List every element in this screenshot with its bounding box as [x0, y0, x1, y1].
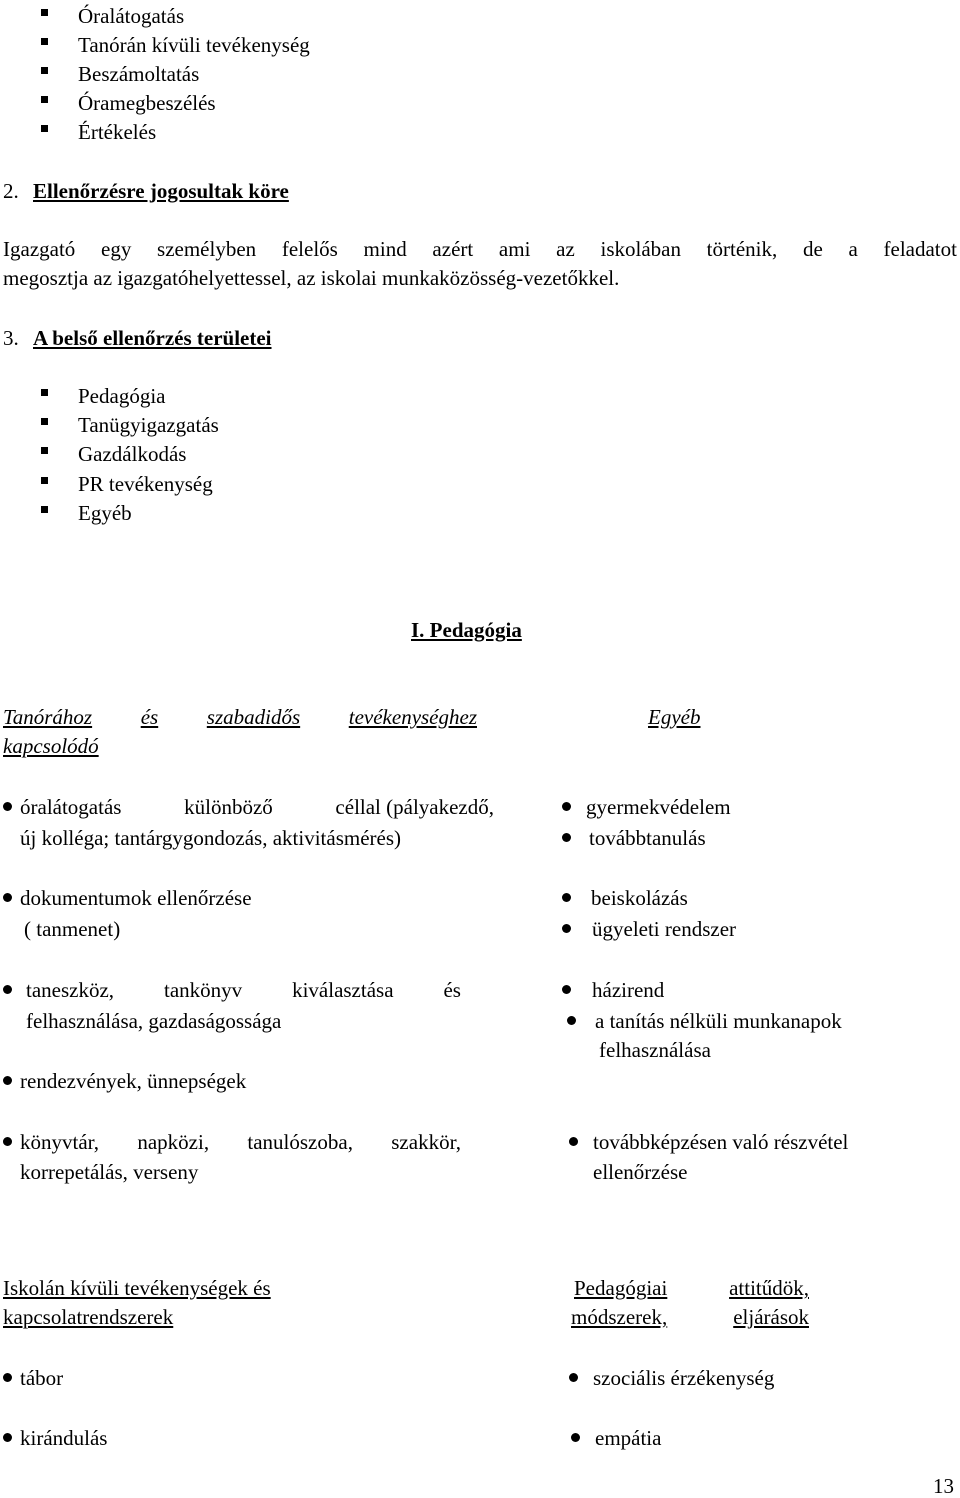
list-item: Óramegbeszélés: [78, 91, 216, 115]
list-item: [26, 980, 461, 1001]
list-item: Tanórán kívüli tevékenység: [78, 33, 310, 57]
word: tevékenységhez: [348, 705, 477, 729]
left-column-header: [3, 707, 477, 728]
list-item-continuation: korrepetálás, verseny: [20, 1160, 199, 1184]
word: szabadidős: [206, 705, 301, 729]
square-bullet-icon: [41, 506, 48, 513]
word: ami: [498, 237, 531, 261]
bullet-icon: [562, 833, 571, 842]
square-bullet-icon: [41, 477, 48, 484]
list-item: rendezvények, ünnepségek: [20, 1069, 247, 1093]
list-item: továbbtanulás: [589, 826, 706, 850]
word: azért: [432, 237, 474, 261]
list-item: Pedagógia: [78, 384, 166, 408]
bottom-right-header-line2: [571, 1307, 809, 1328]
list-item: [20, 1132, 461, 1153]
list-item: gyermekvédelem: [586, 795, 731, 819]
bottom-right-header: [574, 1278, 809, 1299]
list-item: Gazdálkodás: [78, 442, 187, 466]
word: céllal (pályakezdő,: [335, 795, 494, 819]
word: a: [848, 237, 858, 261]
word: könyvtár,: [20, 1130, 100, 1154]
word: és: [443, 978, 461, 1002]
square-bullet-icon: [41, 418, 48, 425]
list-item: házirend: [592, 978, 665, 1002]
bullet-icon: [562, 802, 571, 811]
list-item-continuation: új kolléga; tantárgygondozás, aktivitásmérés): [20, 826, 402, 850]
word: óralátogatás: [20, 795, 122, 819]
list-item: a tanítás nélküli munkanapok: [595, 1009, 842, 1033]
list-item: továbbképzésen való részvétel: [593, 1130, 849, 1154]
paragraph-line: megosztja az igazgatóhelyettessel, az iskolai munkaközösség-vezetőkkel.: [3, 266, 620, 290]
word: kiválasztása: [292, 978, 394, 1002]
list-item: ügyeleti rendszer: [592, 917, 737, 941]
bullet-icon: [3, 1137, 12, 1146]
section-number: 2.: [3, 179, 19, 203]
bullet-icon: [562, 893, 571, 902]
word: felelős: [281, 237, 338, 261]
word: személyben: [157, 237, 257, 261]
list-item: empátia: [595, 1426, 662, 1450]
bottom-left-header: Iskolán kívüli tevékenységek és: [3, 1276, 271, 1300]
bottom-left-header-line2: kapcsolatrendszerek: [3, 1305, 174, 1329]
word: de: [802, 237, 823, 261]
list-item: tábor: [20, 1366, 64, 1390]
word: taneszköz,: [26, 978, 115, 1002]
section-number: 3.: [3, 326, 19, 350]
bullet-icon: [3, 1076, 12, 1085]
list-item-continuation: ellenőrzése: [593, 1160, 688, 1184]
square-bullet-icon: [41, 125, 48, 132]
list-item: kirándulás: [20, 1426, 108, 1450]
page-heading: I. Pedagógia: [411, 618, 522, 642]
page-number: 13: [933, 1474, 954, 1498]
word: egy: [101, 237, 132, 261]
word: és: [140, 705, 159, 729]
square-bullet-icon: [41, 38, 48, 45]
list-item-continuation: felhasználása: [599, 1038, 711, 1062]
bullet-icon: [562, 985, 571, 994]
bullet-icon: [569, 1137, 578, 1146]
section-title: Ellenőrzésre jogosultak köre: [33, 179, 289, 203]
bullet-icon: [3, 1373, 12, 1382]
list-item-continuation: ( tanmenet): [24, 917, 121, 941]
word: az: [556, 237, 575, 261]
word: attitűdök,: [729, 1276, 809, 1300]
square-bullet-icon: [41, 67, 48, 74]
list-item: Egyéb: [78, 501, 132, 525]
word: feladatot: [883, 237, 957, 261]
bullet-icon: [3, 985, 12, 994]
word: Pedagógiai: [574, 1276, 668, 1300]
list-item: Tanügyigazgatás: [78, 413, 219, 437]
word: mind: [363, 237, 407, 261]
bullet-icon: [569, 1373, 578, 1382]
bullet-icon: [3, 1433, 12, 1442]
word: különböző: [184, 795, 273, 819]
square-bullet-icon: [41, 447, 48, 454]
word: módszerek,: [571, 1305, 668, 1329]
section-title: A belső ellenőrzés területei: [33, 326, 272, 350]
list-item: Értékelés: [78, 120, 157, 144]
bullet-icon: [571, 1433, 580, 1442]
list-item: szociális érzékenység: [593, 1366, 775, 1390]
list-item-continuation: felhasználása, gazdaságossága: [26, 1009, 282, 1033]
word: napközi,: [137, 1130, 210, 1154]
square-bullet-icon: [41, 389, 48, 396]
word: szakkör,: [391, 1130, 461, 1154]
word: tanulószoba,: [247, 1130, 353, 1154]
list-item: Beszámoltatás: [78, 62, 200, 86]
list-item: beiskolázás: [591, 886, 688, 910]
word: Igazgató: [3, 237, 76, 261]
bullet-icon: [567, 1016, 576, 1025]
right-column-header: Egyéb: [648, 705, 701, 729]
paragraph-line: [3, 239, 957, 260]
word: iskolában: [600, 237, 681, 261]
word: eljárások: [733, 1305, 809, 1329]
square-bullet-icon: [41, 9, 48, 16]
square-bullet-icon: [41, 96, 48, 103]
left-column-header-line2: kapcsolódó: [3, 734, 99, 758]
word: történik,: [706, 237, 778, 261]
list-item: dokumentumok ellenőrzése: [20, 886, 252, 910]
bullet-icon: [3, 893, 12, 902]
list-item: Óralátogatás: [78, 4, 185, 28]
word: tankönyv: [163, 978, 243, 1002]
bullet-icon: [3, 802, 12, 811]
word: Tanórához: [3, 705, 93, 729]
bullet-icon: [562, 924, 571, 933]
list-item: [20, 797, 494, 818]
list-item: PR tevékenység: [78, 472, 213, 496]
